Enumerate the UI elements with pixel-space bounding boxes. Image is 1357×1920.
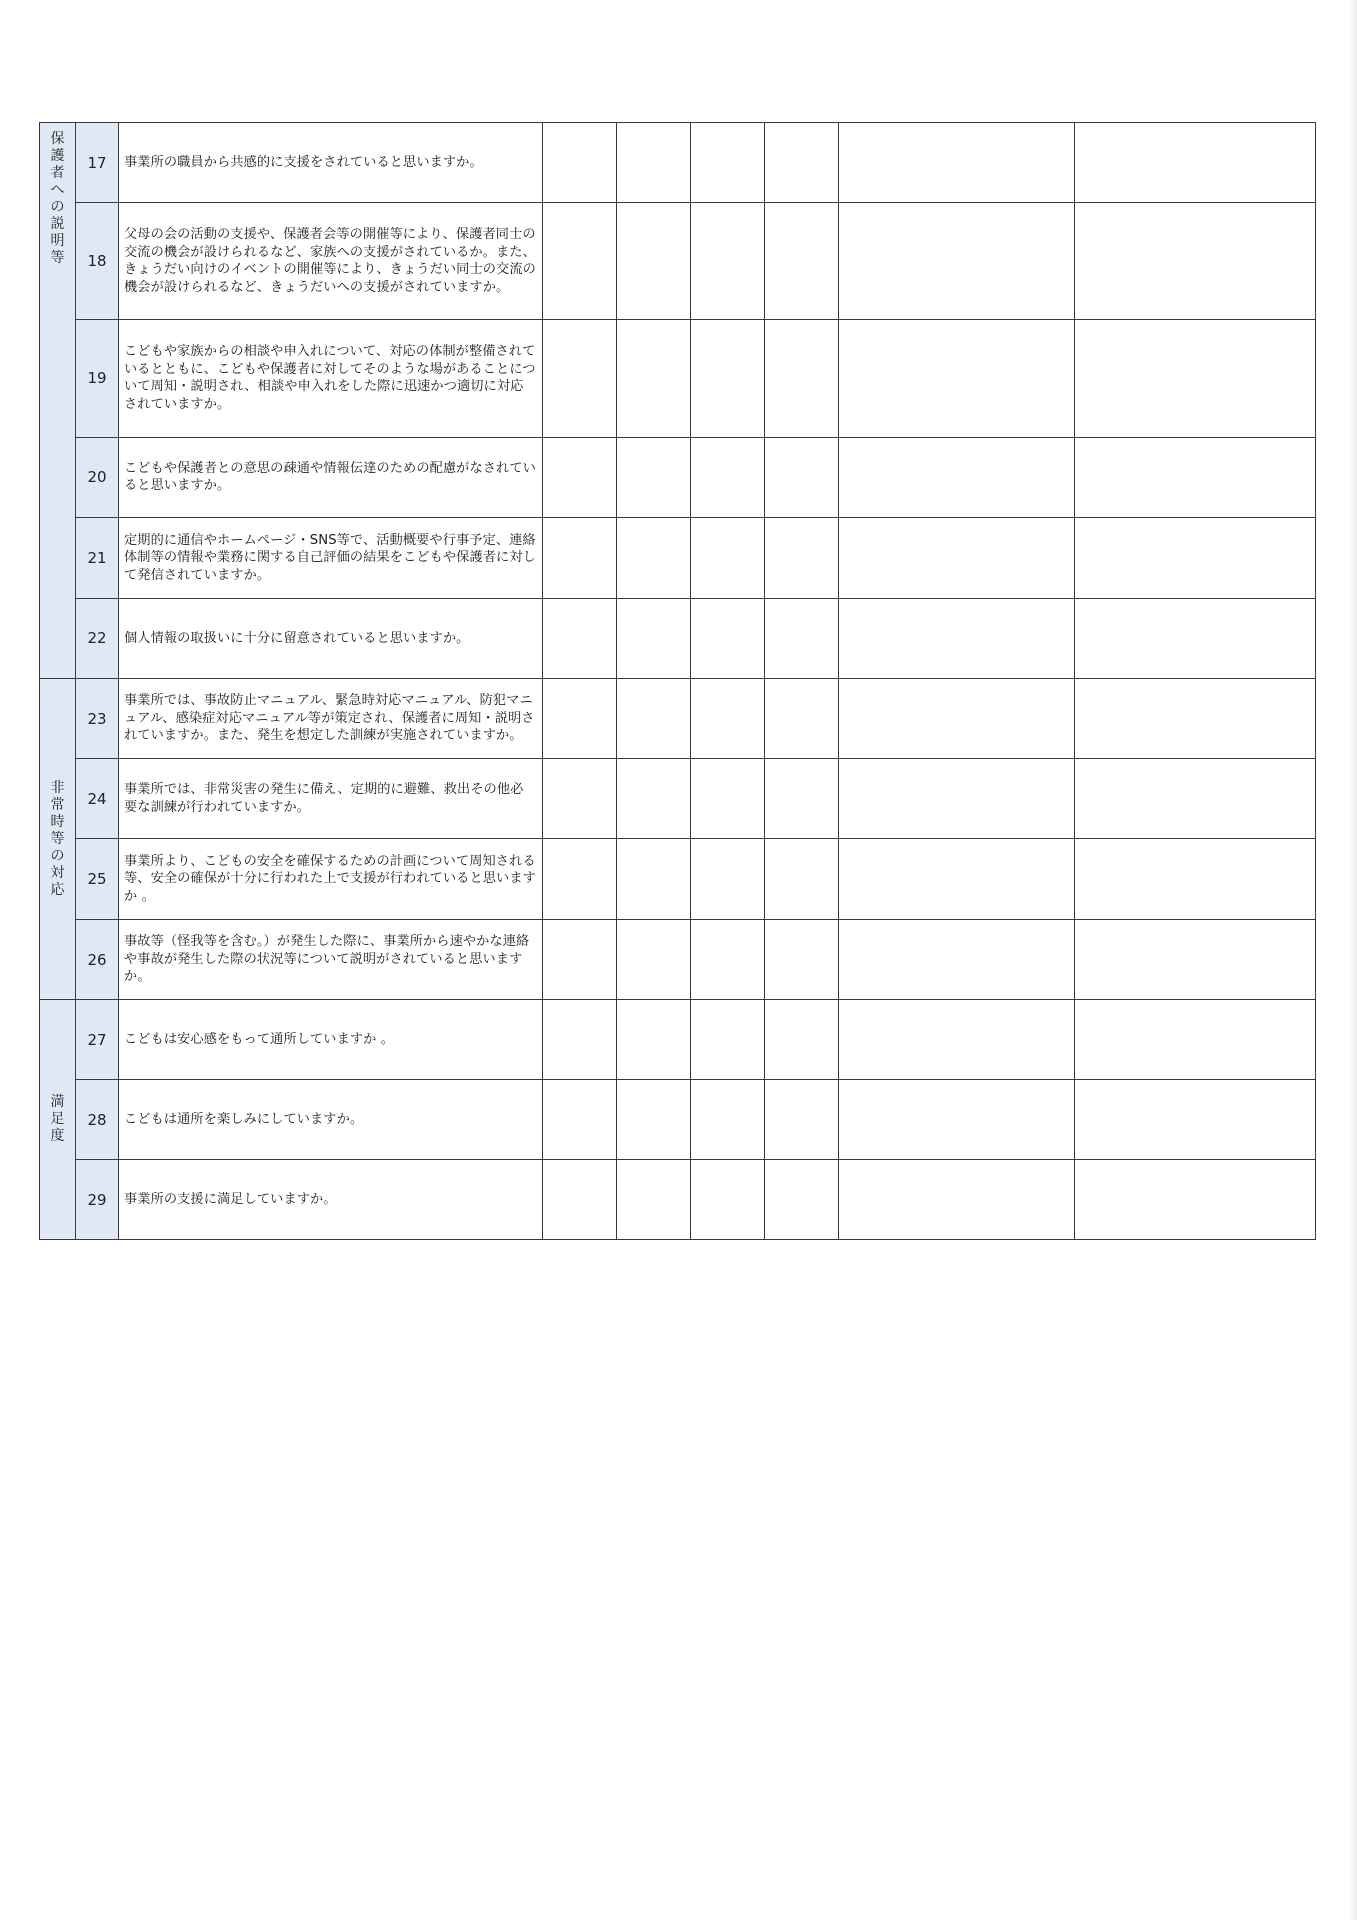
answer-cell-4[interactable] — [765, 1160, 839, 1240]
question-text: 父母の会の活動の支援や、保護者会等の開催等により、保護者同士の交流の機会が設けられるなど、家族への支援がされているか。また、きょうだい向けのイベントの開催等により、きょうだい同士の交流の機会が設けられるなど、きょうだいへの支援がされていますか。 — [119, 203, 543, 320]
category-label-guardian: 保護者への説明等 — [50, 131, 65, 266]
table-row — [40, 320, 1316, 437]
answer-cell-2[interactable] — [617, 320, 691, 437]
row-number: 28 — [76, 1080, 119, 1160]
answer-cell-2[interactable] — [617, 920, 691, 1000]
answer-cell-2[interactable] — [617, 1000, 691, 1080]
question-text: こどもは通所を楽しみにしていますか。 — [119, 1080, 543, 1160]
category-cell — [40, 1000, 76, 1240]
row-number: 27 — [76, 1000, 119, 1080]
comment-cell[interactable] — [839, 598, 1075, 678]
answer-cell-2[interactable] — [617, 123, 691, 203]
answer-cell-1[interactable] — [543, 1160, 617, 1240]
answer-cell-2[interactable] — [617, 839, 691, 920]
answer-cell-4[interactable] — [765, 1080, 839, 1160]
question-text: こどもや保護者との意思の疎通や情報伝達のための配慮がなされていると思いますか。 — [119, 437, 543, 517]
comment-cell[interactable] — [839, 1000, 1075, 1080]
answer-cell-4[interactable] — [765, 320, 839, 437]
category-label-satisfaction: 満足度 — [50, 1094, 65, 1144]
question-text: 事業所では、事故防止マニュアル、緊急時対応マニュアル、防犯マニュアル、感染症対応マニュアル等が策定され、保護者に周知・説明されていますか。また、発生を想定した訓練が実施されていますか。 — [119, 679, 543, 759]
question-text: 事故等（怪我等を含む。）が発生した際に、事業所から速やかな連絡や事故が発生した際の状況等について説明がされていると思いますか。 — [119, 920, 543, 1000]
question-text: こどもは安心感をもって通所していますか 。 — [119, 1000, 543, 1080]
response-cell[interactable] — [1075, 203, 1316, 320]
answer-cell-3[interactable] — [691, 759, 765, 839]
table-row — [40, 679, 1316, 759]
answer-cell-2[interactable] — [617, 679, 691, 759]
answer-cell-2[interactable] — [617, 759, 691, 839]
table-row — [40, 920, 1316, 1000]
answer-cell-1[interactable] — [543, 1080, 617, 1160]
answer-cell-1[interactable] — [543, 123, 617, 203]
questionnaire-table — [39, 122, 1316, 1240]
comment-cell[interactable] — [839, 1160, 1075, 1240]
answer-cell-4[interactable] — [765, 437, 839, 517]
answer-cell-3[interactable] — [691, 1000, 765, 1080]
answer-cell-4[interactable] — [765, 679, 839, 759]
table-row — [40, 839, 1316, 920]
response-cell[interactable] — [1075, 1000, 1316, 1080]
category-cell — [40, 679, 76, 1000]
answer-cell-1[interactable] — [543, 759, 617, 839]
answer-cell-4[interactable] — [765, 203, 839, 320]
row-number: 20 — [76, 437, 119, 517]
answer-cell-4[interactable] — [765, 839, 839, 920]
response-cell[interactable] — [1075, 679, 1316, 759]
table-row — [40, 437, 1316, 517]
table-row — [40, 517, 1316, 598]
answer-cell-4[interactable] — [765, 759, 839, 839]
answer-cell-1[interactable] — [543, 203, 617, 320]
answer-cell-4[interactable] — [765, 123, 839, 203]
category-cell — [40, 123, 76, 679]
comment-cell[interactable] — [839, 679, 1075, 759]
row-number: 17 — [76, 123, 119, 203]
response-cell[interactable] — [1075, 517, 1316, 598]
answer-cell-2[interactable] — [617, 598, 691, 678]
answer-cell-3[interactable] — [691, 320, 765, 437]
response-cell[interactable] — [1075, 437, 1316, 517]
answer-cell-3[interactable] — [691, 517, 765, 598]
row-number: 26 — [76, 920, 119, 1000]
response-cell[interactable] — [1075, 1160, 1316, 1240]
answer-cell-4[interactable] — [765, 1000, 839, 1080]
table-row — [40, 203, 1316, 320]
question-text: 事業所の職員から共感的に支援をされていると思いますか。 — [119, 123, 543, 203]
row-number: 21 — [76, 517, 119, 598]
table-row — [40, 1160, 1316, 1240]
comment-cell[interactable] — [839, 759, 1075, 839]
answer-cell-1[interactable] — [543, 679, 617, 759]
answer-cell-4[interactable] — [765, 517, 839, 598]
response-cell[interactable] — [1075, 1080, 1316, 1160]
row-number: 24 — [76, 759, 119, 839]
comment-cell[interactable] — [839, 320, 1075, 437]
response-cell[interactable] — [1075, 598, 1316, 678]
answer-cell-1[interactable] — [543, 1000, 617, 1080]
table-row — [40, 598, 1316, 678]
table-row — [40, 1000, 1316, 1080]
response-cell[interactable] — [1075, 759, 1316, 839]
comment-cell[interactable] — [839, 203, 1075, 320]
answer-cell-1[interactable] — [543, 320, 617, 437]
comment-cell[interactable] — [839, 1080, 1075, 1160]
category-label-emergency: 非常時等の対応 — [50, 779, 65, 898]
response-cell[interactable] — [1075, 839, 1316, 920]
question-text: 定期的に通信やホームページ・SNS等で、活動概要や行事予定、連絡体制等の情報や業務に関する自己評価の結果をこどもや保護者に対して発信されていますか。 — [119, 517, 543, 598]
response-cell[interactable] — [1075, 123, 1316, 203]
answer-cell-1[interactable] — [543, 437, 617, 517]
answer-cell-1[interactable] — [543, 920, 617, 1000]
answer-cell-2[interactable] — [617, 1080, 691, 1160]
response-cell[interactable] — [1075, 920, 1316, 1000]
answer-cell-3[interactable] — [691, 123, 765, 203]
row-number: 29 — [76, 1160, 119, 1240]
answer-cell-1[interactable] — [543, 839, 617, 920]
comment-cell[interactable] — [839, 123, 1075, 203]
answer-cell-3[interactable] — [691, 1080, 765, 1160]
answer-cell-2[interactable] — [617, 203, 691, 320]
answer-cell-3[interactable] — [691, 920, 765, 1000]
row-number: 18 — [76, 203, 119, 320]
answer-cell-2[interactable] — [617, 437, 691, 517]
question-text: 事業所の支援に満足していますか。 — [119, 1160, 543, 1240]
table-row — [40, 759, 1316, 839]
comment-cell[interactable] — [839, 517, 1075, 598]
comment-cell[interactable] — [839, 920, 1075, 1000]
answer-cell-4[interactable] — [765, 920, 839, 1000]
row-number: 23 — [76, 679, 119, 759]
answer-cell-3[interactable] — [691, 203, 765, 320]
question-text: 事業所では、非常災害の発生に備え、定期的に避難、救出その他必要な訓練が行われていますか。 — [119, 759, 543, 839]
answer-cell-4[interactable] — [765, 598, 839, 678]
answer-cell-3[interactable] — [691, 679, 765, 759]
answer-cell-3[interactable] — [691, 598, 765, 678]
row-number: 19 — [76, 320, 119, 437]
answer-cell-3[interactable] — [691, 437, 765, 517]
answer-cell-2[interactable] — [617, 517, 691, 598]
comment-cell[interactable] — [839, 437, 1075, 517]
comment-cell[interactable] — [839, 839, 1075, 920]
answer-cell-3[interactable] — [691, 839, 765, 920]
answer-cell-3[interactable] — [691, 1160, 765, 1240]
question-text: 事業所より、こどもの安全を確保するための計画について周知される等、安全の確保が十分に行われた上で支援が行われていると思いますか 。 — [119, 839, 543, 920]
answer-cell-2[interactable] — [617, 1160, 691, 1240]
table-row — [40, 1080, 1316, 1160]
page-edge-shadow — [1349, 0, 1357, 1920]
table-row — [40, 123, 1316, 203]
question-text: こどもや家族からの相談や申入れについて、対応の体制が整備されているとともに、こどもや保護者に対してそのような場があることについて周知・説明され、相談や申入れをした際に迅速かつ適切に対応されていますか。 — [119, 320, 543, 437]
question-text: 個人情報の取扱いに十分に留意されていると思いますか。 — [119, 598, 543, 678]
response-cell[interactable] — [1075, 320, 1316, 437]
answer-cell-1[interactable] — [543, 517, 617, 598]
answer-cell-1[interactable] — [543, 598, 617, 678]
row-number: 25 — [76, 839, 119, 920]
row-number: 22 — [76, 598, 119, 678]
